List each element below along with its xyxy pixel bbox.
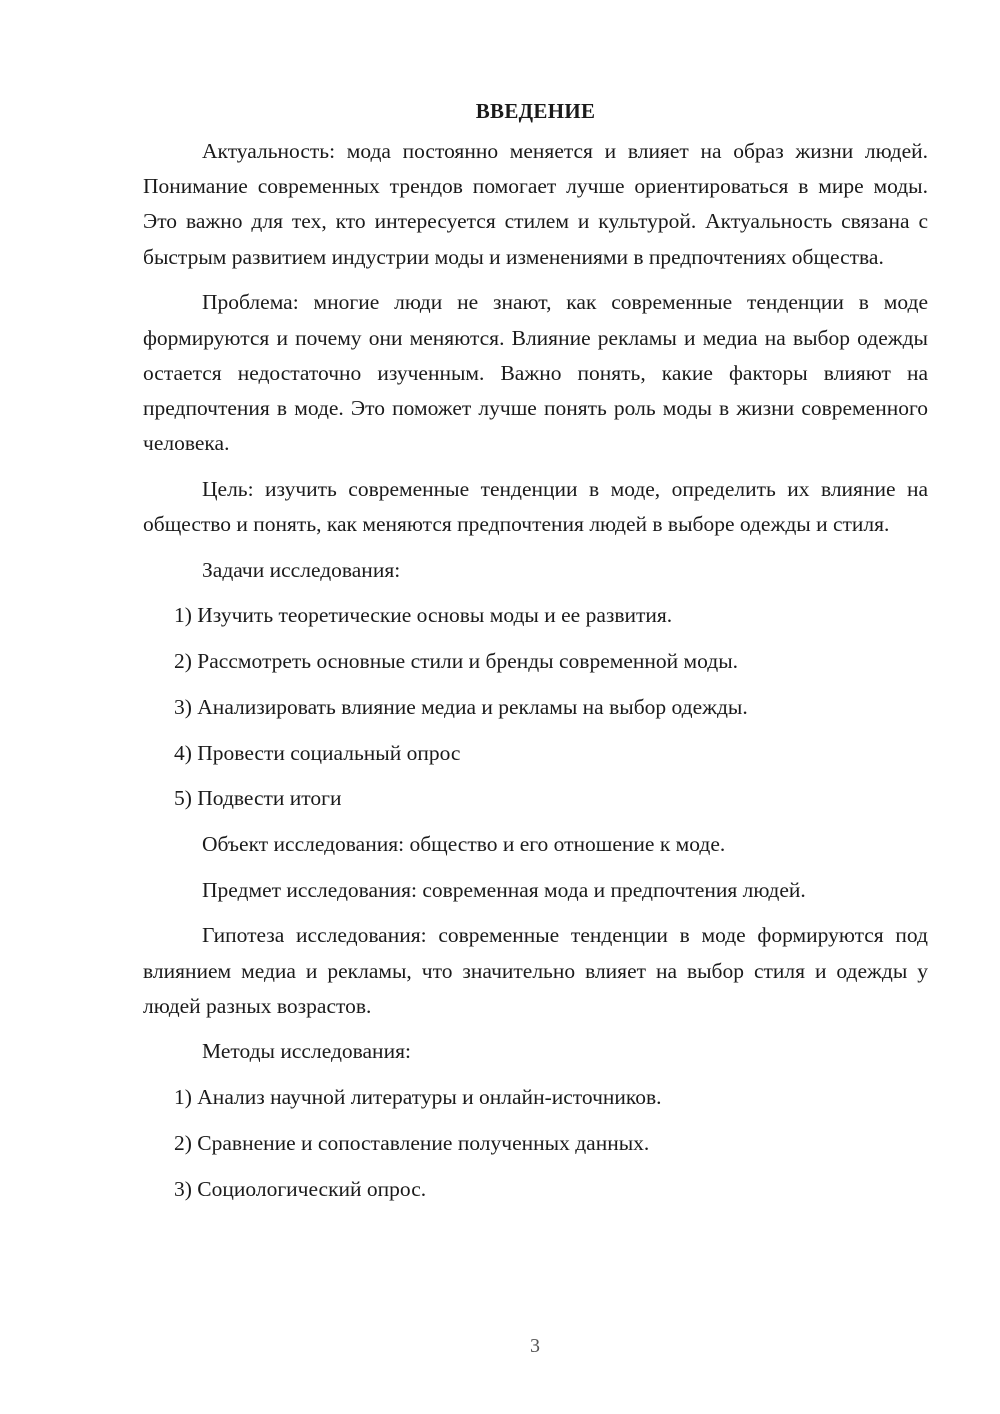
tasks-title: Задачи исследования: xyxy=(202,557,401,582)
hypothesis-paragraph: Гипотеза исследования: современные тенденции в моде формируются под влиянием медиа и рекламы, что значительно влияет на выбор стиля и одежды у людей разных возрастов. xyxy=(143,923,928,1018)
method-item: 3) Социологический опрос. xyxy=(174,1176,427,1201)
method-item: 1) Анализ научной литературы и онлайн-источников. xyxy=(174,1085,662,1110)
object-paragraph: Объект исследования: общество и его отношение к моде. xyxy=(202,831,726,856)
task-item: 1) Изучить теоретические основы моды и ее развития. xyxy=(174,603,673,628)
subject-paragraph: Предмет исследования: современная мода и предпочтения людей. xyxy=(202,877,806,902)
document-body xyxy=(143,94,928,1217)
page-number: 3 xyxy=(530,1335,540,1357)
problem-paragraph: Проблема: многие люди не знают, как современные тенденции в моде формируются и почему они меняются. Влияние рекламы и медиа на выбор одежды остается недостаточно изученным. Важно понять, какие факторы влияют на предпочтения в моде. Это поможет лучше понять роль моды в жизни современного человека. xyxy=(143,290,928,456)
tasks-list xyxy=(143,598,928,816)
task-item: 4) Провести социальный опрос xyxy=(174,740,461,765)
task-item: 2) Рассмотреть основные стили и бренды современной моды. xyxy=(174,649,739,674)
method-item: 2) Сравнение и сопоставление полученных данных. xyxy=(174,1130,650,1155)
task-item: 3) Анализировать влияние медиа и рекламы на выбор одежды. xyxy=(174,694,748,719)
task-item: 5) Подвести итоги xyxy=(174,786,342,811)
methods-list xyxy=(143,1080,928,1207)
methods-title: Методы исследования: xyxy=(202,1039,411,1064)
relevance-paragraph: Актуальность: мода постоянно меняется и влияет на образ жизни людей. Понимание современных трендов помогает лучше ориентироваться в мире моды. Это важно для тех, кто интересуется стилем и культурой. Актуальность связана с быстрым развитием индустрии моды и изменениями в предпочтениях общества. xyxy=(143,139,928,269)
section-heading: ВВЕДЕНИЕ xyxy=(475,99,596,123)
goal-paragraph: Цель: изучить современные тенденции в моде, определить их влияние на общество и понять, как меняются предпочтения людей в выборе одежды и стиля. xyxy=(143,476,928,537)
